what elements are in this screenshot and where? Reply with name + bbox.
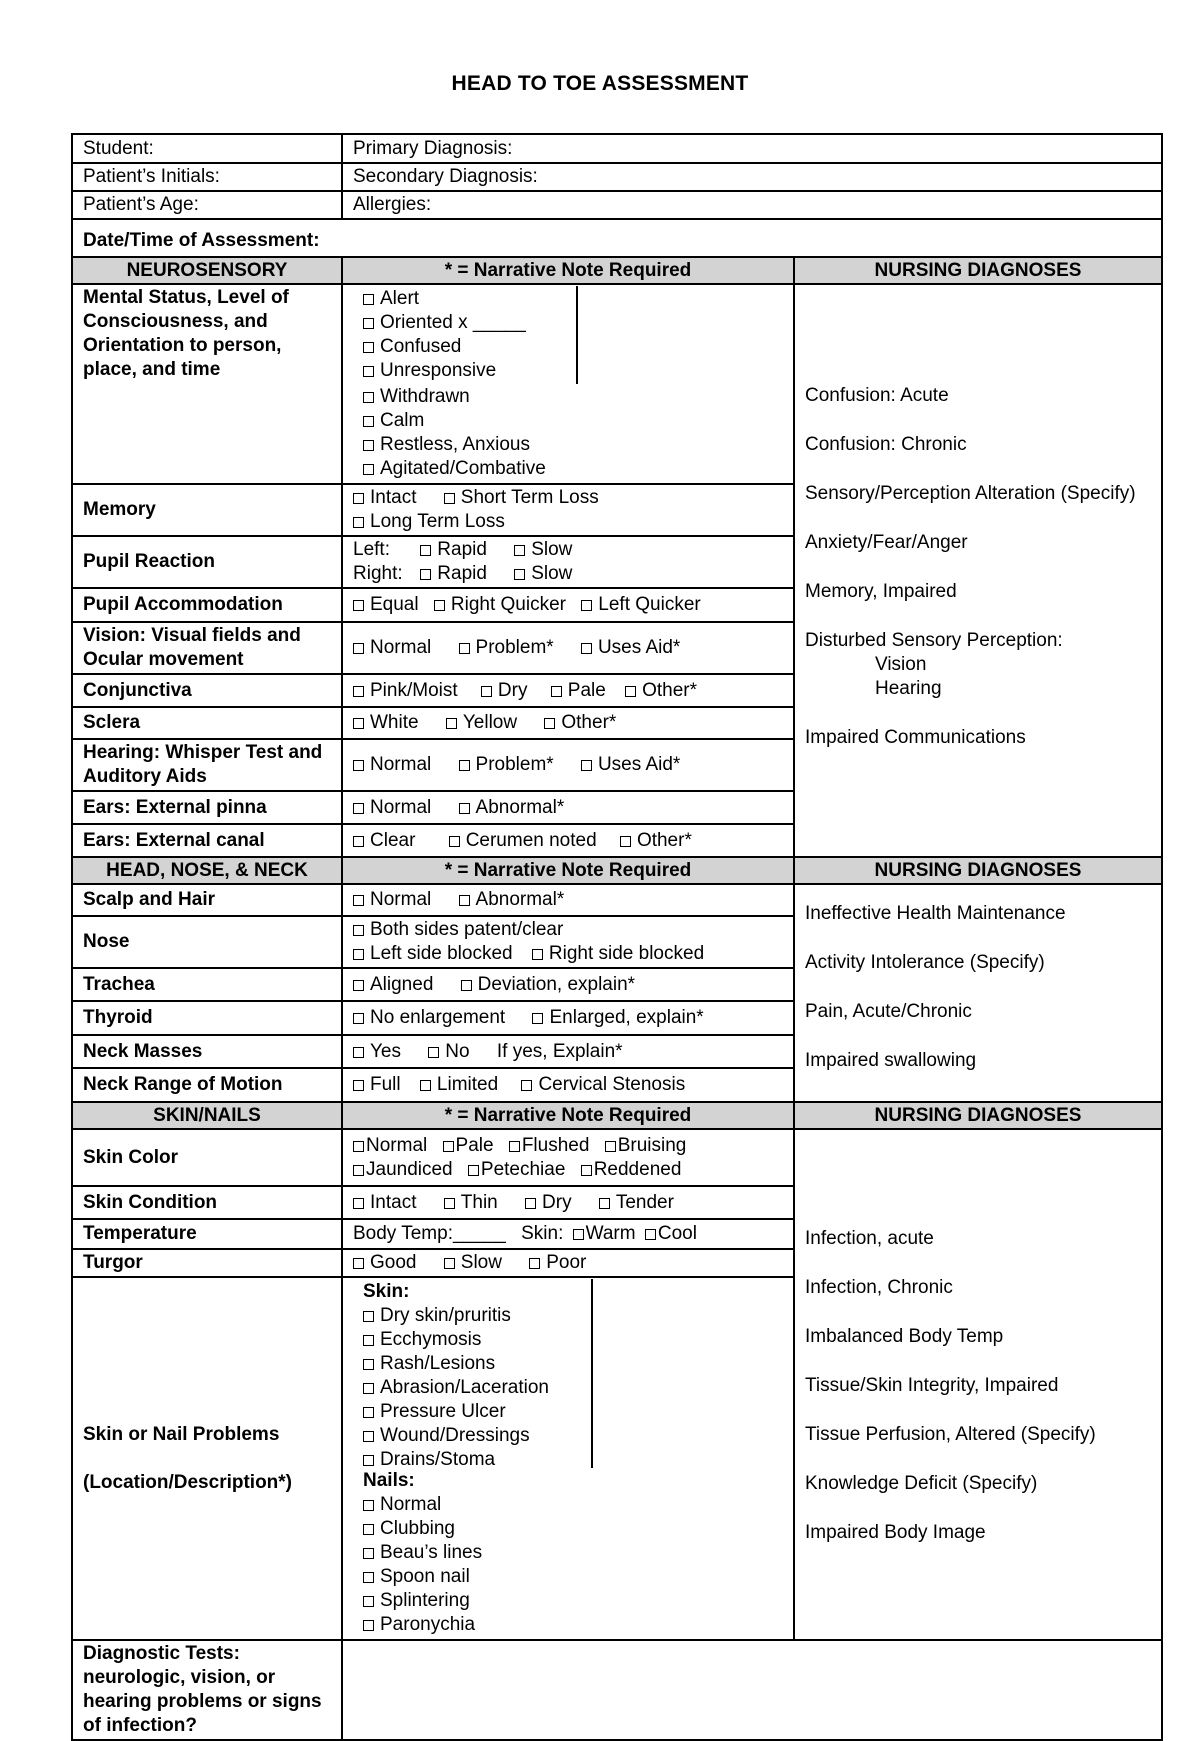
- option-rash[interactable]: Rash/Lesions: [363, 1352, 581, 1376]
- checkbox-icon[interactable]: [353, 925, 364, 936]
- option-normal[interactable]: Normal: [353, 753, 431, 777]
- checkbox-icon[interactable]: [353, 980, 364, 991]
- checkbox-icon[interactable]: [353, 643, 364, 654]
- allergies-field[interactable]: Allergies:: [342, 191, 1162, 219]
- row-scalp-hair: [72, 884, 1162, 916]
- checkbox-icon[interactable]: [353, 1080, 364, 1091]
- option-paronychia[interactable]: Paronychia: [363, 1613, 551, 1637]
- checkbox-icon[interactable]: [363, 1431, 374, 1442]
- section-title: HEAD, NOSE, & NECK: [72, 857, 342, 884]
- checkbox-icon[interactable]: [353, 1198, 364, 1209]
- option-withdrawn[interactable]: Withdrawn: [363, 385, 566, 409]
- diagnosis-item: Pain, Acute/Chronic: [805, 1001, 972, 1022]
- checkbox-icon[interactable]: [363, 392, 374, 403]
- diagnosis-item: Anxiety/Fear/Anger: [805, 531, 968, 553]
- checkbox-icon[interactable]: [521, 1080, 532, 1091]
- row-label: Nose: [72, 916, 342, 968]
- checkbox-icon[interactable]: [363, 1359, 374, 1370]
- checkbox-icon[interactable]: [353, 686, 364, 697]
- option-pale[interactable]: Pale: [443, 1134, 494, 1158]
- checkbox-icon[interactable]: [363, 1548, 374, 1559]
- checkbox-icon[interactable]: [353, 836, 364, 847]
- checkbox-icon[interactable]: [444, 1198, 455, 1209]
- mental-status-options: [342, 284, 794, 484]
- skin-condition-options: [342, 1186, 794, 1219]
- diagnosis-item: Impaired Communications: [805, 726, 1026, 748]
- checkbox-icon[interactable]: [645, 1229, 656, 1240]
- checkbox-icon[interactable]: [363, 464, 374, 475]
- row-mental-status: [72, 284, 1162, 484]
- diagnosis-item: Activity Intolerance (Specify): [805, 952, 1045, 973]
- narrative-note: * = Narrative Note Required: [342, 257, 794, 284]
- datetime-field[interactable]: Date/Time of Assessment:: [72, 219, 1162, 257]
- option-aligned[interactable]: Aligned: [353, 973, 433, 997]
- checkbox-icon[interactable]: [363, 1335, 374, 1346]
- option-abnormal[interactable]: Abnormal*: [459, 796, 565, 820]
- primary-diagnosis-field[interactable]: Primary Diagnosis:: [342, 134, 1162, 163]
- option-uses-aid[interactable]: Uses Aid*: [581, 636, 680, 660]
- checkbox-icon[interactable]: [353, 600, 364, 611]
- checkbox-icon[interactable]: [363, 1572, 374, 1583]
- skin-header: Skin:: [363, 1281, 410, 1302]
- option-intact[interactable]: Intact: [353, 486, 416, 510]
- checkbox-icon[interactable]: [353, 718, 364, 729]
- option-flushed[interactable]: Flushed: [509, 1134, 590, 1158]
- checkbox-icon[interactable]: [363, 1455, 374, 1466]
- row-label: Skin Color: [72, 1129, 342, 1186]
- checkbox-icon[interactable]: [468, 1165, 479, 1176]
- option-abrasion[interactable]: Abrasion/Laceration: [363, 1376, 581, 1400]
- option-jaundiced[interactable]: Jaundiced: [353, 1158, 453, 1182]
- patient-initials-field[interactable]: Patient’s Initials:: [72, 163, 342, 191]
- row-label: Diagnostic Tests: neurologic, vision, or hearing problems or signs of infection?: [72, 1640, 342, 1740]
- option-yellow[interactable]: Yellow: [446, 711, 517, 735]
- checkbox-icon[interactable]: [444, 493, 455, 504]
- row-label: Thyroid: [72, 1001, 342, 1035]
- skin-color-options: [342, 1129, 794, 1186]
- option-splintering[interactable]: Splintering: [363, 1589, 551, 1613]
- option-both-sides-patent[interactable]: Both sides patent/clear: [353, 918, 783, 942]
- row-diagnostic-tests: [72, 1640, 1162, 1740]
- option-abnormal[interactable]: Abnormal*: [459, 888, 565, 912]
- option-problem[interactable]: Problem*: [459, 753, 554, 777]
- checkbox-icon[interactable]: [573, 1229, 584, 1240]
- row-label: Vision: Visual fields and Ocular movement: [72, 622, 342, 674]
- diagnostic-tests-notes[interactable]: [342, 1640, 1162, 1740]
- nose-options: [342, 916, 794, 968]
- diagnosis-item: Memory, Impaired: [805, 580, 957, 602]
- head-nursing-diagnoses: [794, 884, 1162, 1102]
- section-header-neurosensory: [72, 257, 1162, 284]
- option-other[interactable]: Other*: [620, 829, 692, 853]
- option-normal[interactable]: Normal: [353, 888, 431, 912]
- option-beaus-lines[interactable]: Beau’s lines: [363, 1541, 551, 1565]
- hearing-options: [342, 739, 794, 791]
- checkbox-icon[interactable]: [449, 836, 460, 847]
- checkbox-icon[interactable]: [514, 569, 525, 580]
- row-label: Neck Masses: [72, 1035, 342, 1068]
- option-tender[interactable]: Tender: [599, 1191, 674, 1215]
- narrative-note: * = Narrative Note Required: [342, 857, 794, 884]
- option-yes[interactable]: Yes: [353, 1040, 401, 1064]
- option-no-enlargement[interactable]: No enlargement: [353, 1006, 505, 1030]
- checkbox-icon[interactable]: [420, 569, 431, 580]
- checkbox-icon[interactable]: [363, 342, 374, 353]
- neck-masses-options: [342, 1035, 794, 1068]
- checkbox-icon[interactable]: [599, 1198, 610, 1209]
- row-label: Conjunctiva: [72, 674, 342, 707]
- option-normal[interactable]: Normal: [353, 636, 431, 660]
- checkbox-icon[interactable]: [459, 895, 470, 906]
- option-ecchymosis[interactable]: Ecchymosis: [363, 1328, 581, 1352]
- option-wound[interactable]: Wound/Dressings: [363, 1424, 581, 1448]
- checkbox-icon[interactable]: [581, 1165, 592, 1176]
- option-spoon-nail[interactable]: Spoon nail: [363, 1565, 551, 1589]
- nursing-diagnoses-header: NURSING DIAGNOSES: [794, 857, 1162, 884]
- option-drains[interactable]: Drains/Stoma: [363, 1448, 581, 1472]
- option-reddened[interactable]: Reddened: [581, 1158, 682, 1182]
- checkbox-icon[interactable]: [363, 440, 374, 451]
- option-warm[interactable]: Warm: [573, 1222, 636, 1246]
- row-label: Pupil Reaction: [72, 536, 342, 588]
- diagnosis-item: Knowledge Deficit (Specify): [805, 1472, 1038, 1494]
- option-left-slow[interactable]: Slow: [514, 538, 572, 562]
- checkbox-icon[interactable]: [420, 1080, 431, 1091]
- body-temp-field[interactable]: Body Temp:_____: [353, 1223, 506, 1244]
- header-row-datetime: [72, 219, 1162, 257]
- section-title: NEUROSENSORY: [72, 257, 342, 284]
- option-poor[interactable]: Poor: [529, 1251, 586, 1275]
- checkbox-icon[interactable]: [363, 318, 374, 329]
- diagnosis-item: Confusion: Acute: [805, 384, 949, 406]
- checkbox-icon[interactable]: [529, 1258, 540, 1269]
- narrative-note: * = Narrative Note Required: [342, 1102, 794, 1129]
- diagnosis-sub-item: Vision: [875, 653, 927, 675]
- option-normal[interactable]: Normal: [353, 796, 431, 820]
- accommodation-options: [342, 588, 794, 622]
- row-label: Hearing: Whisper Test and Auditory Aids: [72, 739, 342, 791]
- option-pressure-ulcer[interactable]: Pressure Ulcer: [363, 1400, 581, 1424]
- nail-problems-col: [353, 1468, 561, 1638]
- option-alert[interactable]: Alert: [363, 287, 566, 311]
- option-intact[interactable]: Intact: [353, 1191, 416, 1215]
- checkbox-icon[interactable]: [363, 366, 374, 377]
- mental-right-col: [353, 384, 576, 482]
- option-uses-aid[interactable]: Uses Aid*: [581, 753, 680, 777]
- checkbox-icon[interactable]: [353, 1141, 364, 1152]
- option-long-term-loss[interactable]: Long Term Loss: [353, 510, 783, 534]
- checkbox-icon[interactable]: [532, 1013, 543, 1024]
- student-field[interactable]: Student:: [72, 134, 342, 163]
- option-clear[interactable]: Clear: [353, 829, 415, 853]
- skin-temp-label: Skin:: [521, 1223, 564, 1244]
- checkbox-icon[interactable]: [353, 1258, 364, 1269]
- option-agitated[interactable]: Agitated/Combative: [363, 457, 566, 481]
- checkbox-icon[interactable]: [544, 718, 555, 729]
- checkbox-icon[interactable]: [428, 1047, 439, 1058]
- option-white[interactable]: White: [353, 711, 419, 735]
- diagnosis-item: Tissue Perfusion, Altered (Specify): [805, 1423, 1096, 1445]
- option-dry[interactable]: Dry: [481, 679, 528, 703]
- option-problem[interactable]: Problem*: [459, 636, 554, 660]
- option-deviation[interactable]: Deviation, explain*: [461, 973, 635, 997]
- option-pink-moist[interactable]: Pink/Moist: [353, 679, 458, 703]
- row-label: Temperature: [72, 1219, 342, 1249]
- trachea-options: [342, 968, 794, 1001]
- skin-nail-options: [342, 1277, 794, 1640]
- checkbox-icon[interactable]: [363, 1620, 374, 1631]
- row-label: Pupil Accommodation: [72, 588, 342, 622]
- problems-sub-label: (Location/Description*): [83, 1471, 293, 1493]
- checkbox-icon[interactable]: [514, 545, 525, 556]
- option-no[interactable]: No: [428, 1040, 469, 1064]
- checkbox-icon[interactable]: [353, 493, 364, 504]
- option-restless[interactable]: Restless, Anxious: [363, 433, 566, 457]
- option-left-rapid[interactable]: Rapid: [420, 538, 487, 562]
- checkbox-icon[interactable]: [532, 949, 543, 960]
- thyroid-options: [342, 1001, 794, 1035]
- header-row-initials: [72, 163, 1162, 191]
- checkbox-icon[interactable]: [446, 718, 457, 729]
- checkbox-icon[interactable]: [363, 1500, 374, 1511]
- section-header-skin-nails: [72, 1102, 1162, 1129]
- row-label: [72, 1277, 342, 1640]
- diagnosis-item: Tissue/Skin Integrity, Impaired: [805, 1374, 1059, 1396]
- nursing-diagnoses-header: NURSING DIAGNOSES: [794, 1102, 1162, 1129]
- checkbox-icon[interactable]: [481, 686, 492, 697]
- row-label: Memory: [72, 484, 342, 536]
- section-title: SKIN/NAILS: [72, 1102, 342, 1129]
- row-label: Scalp and Hair: [72, 884, 342, 916]
- option-enlarged[interactable]: Enlarged, explain*: [532, 1006, 703, 1030]
- checkbox-icon[interactable]: [461, 980, 472, 991]
- assessment-form: [71, 133, 1163, 1741]
- turgor-options: [342, 1249, 794, 1277]
- row-label: Ears: External pinna: [72, 791, 342, 824]
- checkbox-icon[interactable]: [459, 803, 470, 814]
- option-full[interactable]: Full: [353, 1073, 401, 1097]
- checkbox-icon[interactable]: [459, 643, 470, 654]
- option-dry-skin[interactable]: Dry skin/pruritis: [363, 1304, 581, 1328]
- option-other[interactable]: Other*: [625, 679, 697, 703]
- diagnosis-item: Confusion: Chronic: [805, 433, 967, 455]
- checkbox-icon[interactable]: [363, 294, 374, 305]
- checkbox-icon[interactable]: [353, 1165, 364, 1176]
- option-limited[interactable]: Limited: [420, 1073, 498, 1097]
- option-bruising[interactable]: Bruising: [605, 1134, 687, 1158]
- option-confused[interactable]: Confused: [363, 335, 566, 359]
- checkbox-icon[interactable]: [525, 1198, 536, 1209]
- option-cool[interactable]: Cool: [645, 1222, 697, 1246]
- option-right-rapid[interactable]: Rapid: [420, 562, 487, 586]
- neuro-nursing-diagnoses: [794, 284, 1162, 857]
- canal-options: [342, 824, 794, 857]
- checkbox-icon[interactable]: [363, 416, 374, 427]
- option-left-quicker[interactable]: Left Quicker: [581, 593, 700, 617]
- pinna-options: [342, 791, 794, 824]
- option-dry[interactable]: Dry: [525, 1191, 572, 1215]
- checkbox-icon[interactable]: [353, 1013, 364, 1024]
- option-cervical-stenosis[interactable]: Cervical Stenosis: [521, 1073, 685, 1097]
- row-label: Skin Condition: [72, 1186, 342, 1219]
- skin-nursing-diagnoses: [794, 1129, 1162, 1640]
- checkbox-icon[interactable]: [620, 836, 631, 847]
- scalp-options: [342, 884, 794, 916]
- problems-label: Skin or Nail Problems: [83, 1423, 280, 1445]
- secondary-diagnosis-field[interactable]: Secondary Diagnosis:: [342, 163, 1162, 191]
- diagnosis-item: Sensory/Perception Alteration (Specify): [805, 482, 1136, 504]
- option-oriented[interactable]: Oriented x _____: [363, 311, 566, 335]
- checkbox-icon[interactable]: [353, 949, 364, 960]
- row-label: Ears: External canal: [72, 824, 342, 857]
- checkbox-icon[interactable]: [459, 760, 470, 771]
- diagnosis-item: Disturbed Sensory Perception:: [805, 629, 1063, 651]
- checkbox-icon[interactable]: [363, 1596, 374, 1607]
- sclera-options: [342, 707, 794, 739]
- diagnosis-item: Ineffective Health Maintenance: [805, 903, 1066, 924]
- row-skin-color: [72, 1129, 1162, 1186]
- option-thin[interactable]: Thin: [444, 1191, 498, 1215]
- mental-left-col: [353, 286, 578, 384]
- left-eye-label: Left:: [353, 539, 390, 560]
- temperature-options: [342, 1219, 794, 1249]
- diagnosis-item: Impaired Body Image: [805, 1521, 986, 1543]
- checkbox-icon[interactable]: [581, 600, 592, 611]
- header-row-student: [72, 134, 1162, 163]
- row-label: Sclera: [72, 707, 342, 739]
- memory-options: [342, 484, 794, 536]
- row-label: Neck Range of Motion: [72, 1068, 342, 1102]
- checkbox-icon[interactable]: [443, 1141, 454, 1152]
- checkbox-icon[interactable]: [363, 1383, 374, 1394]
- option-clubbing[interactable]: Clubbing: [363, 1517, 551, 1541]
- conjunctiva-options: [342, 674, 794, 707]
- pupil-reaction-options: [342, 536, 794, 588]
- option-right-blocked[interactable]: Right side blocked: [532, 942, 704, 966]
- option-other[interactable]: Other*: [544, 711, 616, 735]
- right-eye-label: Right:: [353, 563, 403, 584]
- checkbox-icon[interactable]: [353, 517, 364, 528]
- row-label: Trachea: [72, 968, 342, 1001]
- option-good[interactable]: Good: [353, 1251, 416, 1275]
- checkbox-icon[interactable]: [625, 686, 636, 697]
- patient-age-field[interactable]: Patient’s Age:: [72, 191, 342, 219]
- explain-note: If yes, Explain*: [496, 1040, 623, 1062]
- checkbox-icon[interactable]: [353, 760, 364, 771]
- checkbox-icon[interactable]: [353, 1047, 364, 1058]
- diagnosis-item: Infection, acute: [805, 1227, 934, 1249]
- neck-rom-options: [342, 1068, 794, 1102]
- diagnosis-item: Infection, Chronic: [805, 1276, 953, 1298]
- option-petechiae[interactable]: Petechiae: [468, 1158, 566, 1182]
- checkbox-icon[interactable]: [581, 643, 592, 654]
- option-equal[interactable]: Equal: [353, 593, 419, 617]
- checkbox-icon[interactable]: [551, 686, 562, 697]
- checkbox-icon[interactable]: [363, 1407, 374, 1418]
- diagnosis-item: Imbalanced Body Temp: [805, 1325, 1004, 1347]
- checkbox-icon[interactable]: [434, 600, 445, 611]
- vision-options: [342, 622, 794, 674]
- skin-problems-col: [353, 1279, 593, 1468]
- option-nail-normal[interactable]: Normal: [363, 1493, 551, 1517]
- checkbox-icon[interactable]: [353, 803, 364, 814]
- option-cerumen[interactable]: Cerumen noted: [449, 829, 597, 853]
- page-title: HEAD TO TOE ASSESSMENT: [451, 72, 749, 95]
- option-normal[interactable]: Normal: [353, 1134, 427, 1158]
- option-slow[interactable]: Slow: [444, 1251, 502, 1275]
- checkbox-icon[interactable]: [420, 545, 431, 556]
- checkbox-icon[interactable]: [605, 1141, 616, 1152]
- option-pale[interactable]: Pale: [551, 679, 606, 703]
- checkbox-icon[interactable]: [363, 1524, 374, 1535]
- section-header-head-nose-neck: [72, 857, 1162, 884]
- row-label: Mental Status, Level of Consciousness, and Orientation to person, place, and time: [72, 284, 342, 484]
- option-left-blocked[interactable]: Left side blocked: [353, 942, 513, 966]
- checkbox-icon[interactable]: [353, 895, 364, 906]
- option-right-slow[interactable]: Slow: [514, 562, 572, 586]
- nursing-diagnoses-header: NURSING DIAGNOSES: [794, 257, 1162, 284]
- diagnosis-item: Impaired swallowing: [805, 1050, 977, 1071]
- checkbox-icon[interactable]: [363, 1311, 374, 1322]
- checkbox-icon[interactable]: [581, 760, 592, 771]
- checkbox-icon[interactable]: [509, 1141, 520, 1152]
- row-label: Turgor: [72, 1249, 342, 1277]
- option-calm[interactable]: Calm: [363, 409, 566, 433]
- option-right-quicker[interactable]: Right Quicker: [434, 593, 566, 617]
- header-row-age: [72, 191, 1162, 219]
- checkbox-icon[interactable]: [444, 1258, 455, 1269]
- option-short-term-loss[interactable]: Short Term Loss: [444, 486, 599, 510]
- diagnosis-sub-item: Hearing: [875, 677, 942, 699]
- option-unresponsive[interactable]: Unresponsive: [363, 359, 566, 383]
- nails-header: Nails:: [363, 1470, 415, 1491]
